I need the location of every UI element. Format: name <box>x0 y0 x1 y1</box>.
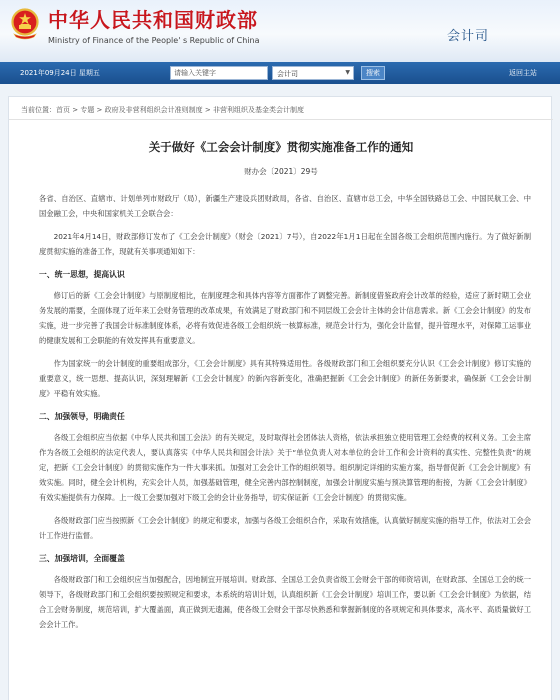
top-nav-bar <box>0 62 560 84</box>
paragraph: 作为国家统一的会计制度的重要组成部分，《工会会计制度》具有其特殊适用性。各级财政部门和工会组织要充分认识《工会会计制度》修订实施的重要意义，统一思想、提高认识，深刻理解新《工会会计制度》的新內容新变化，准确把握新《工会会计制度》的新任务新要求，确保新《工会会计制度》平稳有效实施。 <box>39 359 531 398</box>
paragraph: 修订后的新《工会会计制度》与原制度相比，在制度理念和具体内容等方面都作了调整完善。新制度借鉴政府会计改革的经验，适应了新时期工会业务发展的需要，全面体现了近年来工会财务管理的改革成果，有效满足了财政部门和不同层级工会会计主体的会计信息需求。新《工会会计制度》的发布实施，进一步完善了我国会计标准制度体系，必将有效促进各级工会组织统一核算标准，规范会计行为，强化会计监督，提升管理水平，对保障工运事业的健康发展和工会职能的有效发挥具有重要意义。 <box>39 291 531 345</box>
site-name-cn: 中华人民共和国财政部 <box>48 8 258 32</box>
current-date: 2021年09月24日 星期五 <box>20 69 100 77</box>
return-main-site-link[interactable]: 返回主站 <box>509 69 537 77</box>
breadcrumb[interactable]: 当前位置：首页 > 专题 > 政府及非营利组织会计准则制度 > 非营利组织及基金类会计制度 <box>21 106 304 114</box>
national-emblem-icon <box>10 8 40 40</box>
addressee: 各省、自治区、直辖市、计划单列市财政厅（局），新疆生产建设兵团财政局，各省、自治区、直辖市总工会，中华全国铁路总工会、中国民航工会、中国金融工会，中央和国家机关工会联合会： <box>39 194 531 218</box>
section-heading: 二、加强领导，明确责任 <box>39 412 125 421</box>
article-body <box>39 191 531 640</box>
paragraph: 各级财政部门应当按照新《工会会计制度》的规定和要求，加强与各级工会组织合作，采取有效措施，认真做好制度实施的指导工作，依法对工会会计工作进行监督。 <box>39 516 531 540</box>
department-name: 会计司 <box>447 29 490 44</box>
site-header <box>0 0 560 62</box>
article-panel <box>8 96 552 700</box>
search-input[interactable] <box>170 66 268 80</box>
intro-paragraph: 2021年4月14日，财政部修订发布了《工会会计制度》（财会〔2021〕7号），自2022年1月1日起在全国各级工会组织范围内施行。为了做好新制度贯彻实施的准备工作，现就有关事项通知如下： <box>39 232 531 256</box>
paragraph: 各级财政部门和工会组织应当加强配合，因地制宜开展培训。财政部、全国总工会负责省级工会财会干部的师资培训，在财政部、全国总工会的统一领导下，各级财政部门和工会组织要按照规定和要求，本系统的培训计划，认真组织新《工会会计制度》培训工作，要以新《工会会计制度》为依据，结合工会财务制度，规范培训，扩大覆盖面，真正做到无遗漏，使各级工会财会干部尽快熟悉和掌握新制度的各项规定和具体要求，高水平、高质量做好工会会计工作。 <box>39 575 531 629</box>
site-name-en: Ministry of Finance of the People' s Republic of China <box>48 36 260 45</box>
section-heading: 一、统一思想，提高认识 <box>39 270 125 279</box>
search-scope-select[interactable] <box>272 66 354 80</box>
chevron-down-icon: ▼ <box>345 69 350 76</box>
search-button[interactable]: 搜索 <box>361 66 385 80</box>
section-heading: 三、加强培训，全面覆盖 <box>39 554 125 563</box>
article-title: 关于做好《工会会计制度》贯彻实施准备工作的通知 <box>148 140 414 154</box>
search-scope-value: 会计司 <box>277 70 298 78</box>
breadcrumb-divider <box>9 119 553 120</box>
paragraph: 各级工会组织应当依据《中华人民共和国工会法》的有关规定，及时取得社会团体法人资格，依法承担独立使用管理工会经费的权利义务。工会主席作为各级工会组织的法定代表人，要认真落实《中华人民共和国会计法》关于“单位负责人对本单位的会计工作和会计资料的真实性、完整性负责”的规定，把新《工会会计制度》的贯彻实施作为一件大事来抓。加强对工会会计工作的组织领导。组织制定详细的实施方案，指导督促新《工会会计制度》有效实施。同时，健全会计机构，充实会计人员，加强基础管理，健全完善内部控制制度，加强会计制度实施与预决算管理的衔接，为新《工会会计制度》有效实施提供有力保障。上一级工会要加强对下级工会的会计业务指导，切实保证新《工会会计制度》的贯彻实施。 <box>39 433 531 502</box>
document-number: 财办会〔2021〕29号 <box>244 167 318 176</box>
